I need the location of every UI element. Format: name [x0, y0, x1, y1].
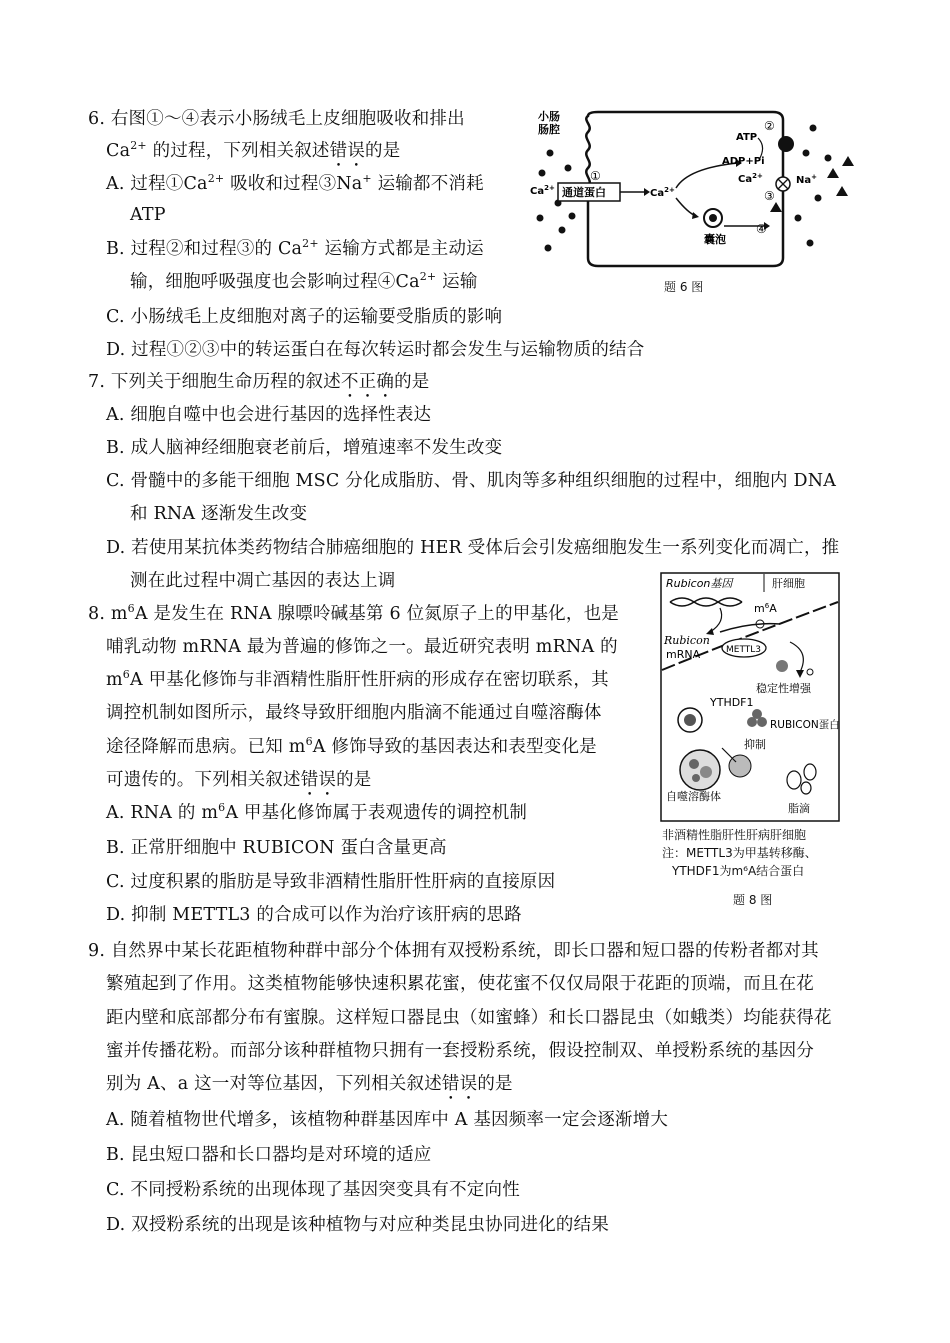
atp-label: ATP — [736, 132, 758, 143]
q8-stem-line3: $m^6A$ 甲基化修饰与非酒精性脂肝性肝病的形成存在密切联系，其 — [106, 668, 609, 690]
q8-stem-line2: 哺乳动物 mRNA 最为普遍的修饰之一。最近研究表明 mRNA 的 — [106, 637, 618, 657]
q9-option-a: A. 随着植物世代增多，该植物种群基因库中 A 基因频率一定会逐渐增大 — [106, 1110, 669, 1130]
q8-option-a: A. RNA 的 $m^6A$ 甲基化修饰属于表观遗传的调控机制 — [106, 801, 528, 823]
rubicon-protein-label: RUBICON蛋白 — [770, 719, 840, 731]
q8-option-d: D. 抑制 METTL3 的合成可以作为治疗该肝病的思路 — [106, 905, 522, 925]
ca-mid-label: $Ca^{2+}$ — [650, 186, 675, 199]
rubicon-mrna-italic: Rubicon — [664, 634, 710, 647]
mettl3-label: METTL3 — [726, 645, 762, 655]
q7-option-b: B. 成人脑神经细胞衰老前后，增殖速率不发生改变 — [106, 438, 503, 458]
q7-option-c: C. 骨髓中的多能干细胞 MSC 分化成脂肪、骨、肌肉等多种组织细胞的过程中，细胞内 DNA — [106, 471, 837, 491]
autolysosome-label: 自噬溶酶体 — [666, 790, 721, 803]
q9-stem-line1: 9. 自然界中某长花距植物种群中部分个体拥有双授粉系统，即长口器和短口器的传粉者都对其 — [88, 941, 819, 961]
q9-stem-line4: 蜜并传播花粉。而部分该种群植物只拥有一套授粉系统，假设控制双、单授粉系统的基因分 — [106, 1041, 814, 1061]
q9-option-c: C. 不同授粉系统的出现体现了基因突变具有不定向性 — [106, 1180, 520, 1200]
na-label: Na+ — [796, 173, 817, 186]
q6-option-a: A. 过程$①Ca^{2+}$ 吸收和过程③Na+ 运输都不消耗 — [106, 172, 484, 194]
figure-8-caption-2: 注：METTL3为甲基转移酶、 — [662, 846, 817, 860]
figure-8-caption-1: 非酒精性脂肝性肝病肝细胞 — [662, 828, 807, 842]
step-2-label: ② — [764, 119, 775, 133]
q8-stem-line1: 8. $m^6A$ 是发生在 RNA 腺嘌呤碱基第 6 位氮原子上的甲基化，也是 — [88, 602, 619, 624]
q6-option-b: B. 过程②和过程③的 $Ca^{2+}$ 运输方式都是主动运 — [106, 237, 484, 259]
figure-8-caption-number: 题 8 图 — [733, 893, 773, 907]
figure-8-diagram — [660, 572, 840, 822]
channel-label: 通道蛋白 — [562, 186, 606, 199]
q6-stem-line1: 6. 右图①～④表示小肠绒毛上皮细胞吸收和排出 — [88, 109, 465, 129]
stability-label: 稳定性增强 — [756, 682, 811, 695]
q7-option-d: D. 若使用某抗体类药物结合肺癌细胞的 HER 受体后会引发癌细胞发生一系列变化而凋亡，推 — [106, 538, 840, 558]
q7-stem: 7. 下列关于细胞生命历程的叙述不正确的是 — [88, 372, 430, 392]
q8-stem-line6: 可遗传的。下列相关叙述错误的是 — [106, 770, 372, 790]
q8-stem-line5: 途径降解而患病。已知 $m^6A$ 修饰导致的基因表达和表型变化是 — [106, 735, 597, 757]
q8-option-c: C. 过度积累的脂肪是导致非酒精性脂肝性肝病的直接原因 — [106, 872, 556, 892]
liver-cell-label: 肝细胞 — [772, 577, 805, 590]
q6-option-c: C. 小肠绒毛上皮细胞对离子的运输要受脂质的影响 — [106, 307, 503, 327]
rubicon-gene-label: Rubicon基因 — [666, 577, 733, 590]
q6-option-d: D. 过程①②③中的转运蛋白在每次转运时都会发生与运输物质的结合 — [106, 340, 645, 360]
q8-option-b: B. 正常肝细胞中 RUBICON 蛋白含量更高 — [106, 838, 447, 858]
figure-6-diagram — [528, 108, 868, 273]
q7-option-a: A. 细胞自噬中也会进行基因的选择性表达 — [106, 405, 432, 425]
q9-stem-line5: 别为 A、a 这一对等位基因，下列相关叙述错误的是 — [106, 1074, 513, 1094]
step-4-label: ④ — [756, 222, 767, 236]
autolysosome-icon — [680, 750, 720, 790]
q7-option-c-cont: 和 RNA 逐渐发生改变 — [130, 504, 308, 524]
q9-stem-line3: 距内壁和底部都分布有蜜腺。这样短口器昆虫（如蜜蜂）和长口器昆虫（如蛾类）均能获得花 — [106, 1008, 832, 1028]
q9-stem-line2: 繁殖起到了作用。这类植物能够快速积累花蜜，使花蜜不仅仅局限于花距的顶端，而且在花 — [106, 974, 814, 994]
ythdf1-label: YTHDF1 — [710, 696, 754, 709]
ca-left-label: $Ca^{2+}$ — [530, 184, 555, 197]
step-1-label: ① — [590, 169, 601, 183]
inhibit-label: 抑制 — [744, 738, 766, 751]
figure-8-caption-3: YTHDF1为m⁶A结合蛋白 — [672, 864, 805, 878]
ca-right-label: $Ca^{2+}$ — [738, 172, 763, 185]
m6a-label: $m^6A$ — [754, 602, 777, 615]
q6-stem-line2: $Ca^{2+}$ 的过程，下列相关叙述错误的是 — [106, 139, 401, 161]
adp-label: ADP+Pi — [722, 156, 765, 167]
q9-option-d: D. 双授粉系统的出现是该种植物与对应种类昆虫协同进化的结果 — [106, 1215, 610, 1235]
lipid-droplet-label: 脂滴 — [788, 802, 810, 815]
q9-option-b: B. 昆虫短口器和长口器均是对环境的适应 — [106, 1145, 432, 1165]
lumen-label-1: 小肠 — [538, 110, 560, 123]
step-3-label: ③ — [764, 189, 775, 203]
vesicle-label: 囊泡 — [704, 233, 726, 246]
atp-pump-icon — [778, 136, 794, 152]
q6-option-a-cont: ATP — [130, 205, 166, 225]
mrna-label: mRNA — [666, 648, 701, 661]
q7-option-d-cont: 测在此过程中凋亡基因的表达上调 — [130, 571, 396, 591]
lumen-label-2: 肠腔 — [538, 123, 560, 136]
q8-stem-line4: 调控机制如图所示，最终导致肝细胞内脂滴不能通过自噬溶酶体 — [106, 703, 602, 723]
figure-6-caption: 题 6 图 — [664, 280, 704, 294]
q6-option-b-cont: 输，细胞呼吸强度也会影响过程$④Ca^{2+}$ 运输 — [130, 270, 478, 292]
